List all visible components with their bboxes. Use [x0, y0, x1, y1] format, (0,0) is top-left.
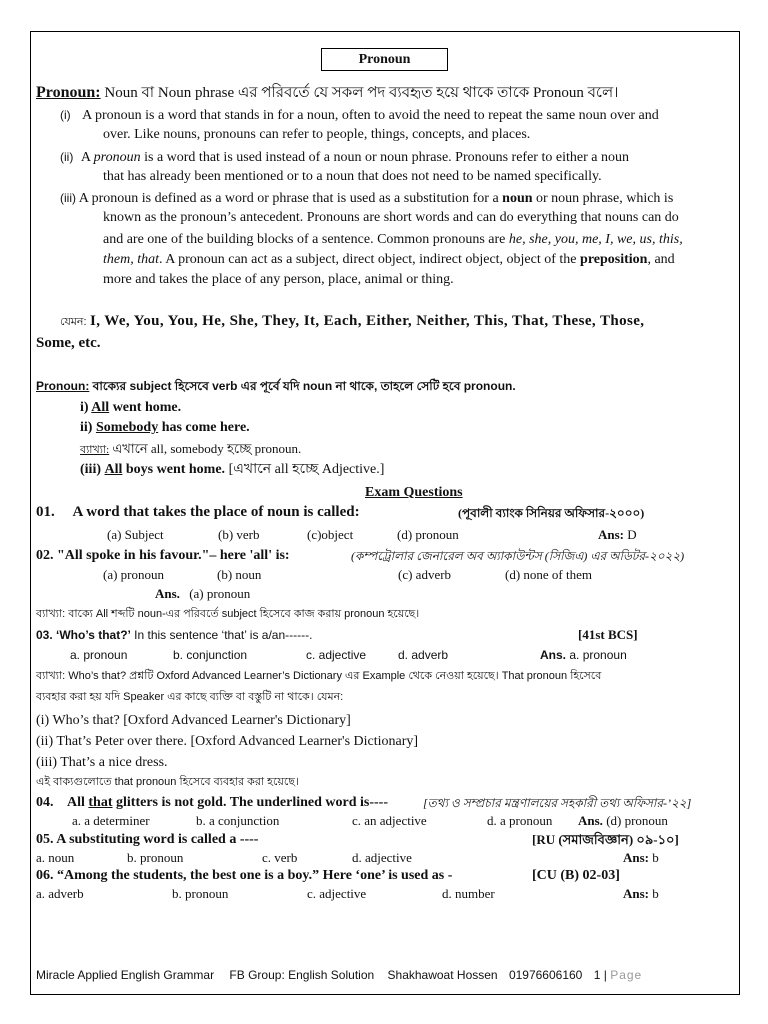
- footer-fb-group: FB Group: English Solution: [229, 968, 375, 982]
- q2-option-b: (b) noun: [217, 567, 262, 582]
- page-footer: [36, 968, 642, 982]
- q5-option-b: b. pronoun: [127, 850, 184, 865]
- rule-text: বাক্যের subject হিসেবে verb এর পূর্বে যদি noun না থাকে, তাহলে সেটি হবে pronoun.: [92, 379, 516, 393]
- q4-source: [তথ্য ও সম্প্রচার মন্ত্রণালয়ের সহকারী তথ্য অফিসার-’২২]: [423, 796, 692, 810]
- q1-option-b: (b) verb: [218, 527, 260, 542]
- page-title: Pronoun: [321, 48, 448, 71]
- footer-author: Shakhawoat Hossen: [387, 968, 498, 982]
- q5-source: [RU (সমাজবিজ্ঞান) ০৯-১০]: [532, 832, 679, 847]
- q6-answer: Ans: b: [623, 886, 659, 901]
- q3-example-3: (iii) That’s a nice dress.: [36, 755, 168, 770]
- q6-option-a: a. adverb: [36, 886, 84, 901]
- q1-source: (পূবালী ব্যাংক সিনিয়র অফিসার-২০০০): [458, 506, 645, 520]
- q4-option-a: a. a determiner: [72, 813, 150, 828]
- para-3-line-2: known as the pronoun’s antecedent. Pronouns are short words and can do everything that nouns can do: [103, 210, 679, 225]
- q2-source: (কম্পট্রোলার জেনারেল অব অ্যাকাউন্টস (সিজিএ) এর অডিটর-২০২২): [351, 549, 685, 563]
- q1-text: 01. A word that takes the place of noun is called:: [36, 504, 360, 520]
- footer-page-number: 1: [593, 968, 601, 982]
- para-3-line-4: them, that. A pronoun can act as a subject, direct object, indirect object, object of the preposition, and: [103, 252, 675, 267]
- q5-option-d: d. adjective: [352, 850, 412, 865]
- q4-option-c: c. an adjective: [352, 813, 427, 828]
- q3-option-c: c. adjective: [306, 648, 367, 662]
- q1-option-d: (d) pronoun: [397, 527, 459, 542]
- q6-source: [CU (B) 02-03]: [532, 868, 620, 883]
- q2-explanation: ব্যাখ্যা: বাক্যে All শব্দটি noun-এর পরিবর্তে subject হিসেবে কাজ করায় pronoun হয়েছে।: [36, 608, 420, 620]
- para-3-line-3: and are one of the building blocks of a sentence. Common pronouns are he, she, you, me, I, we, us, this,: [103, 232, 683, 247]
- definition-text: Noun বা Noun phrase এর পরিবর্তে যে সকল পদ ব্যবহৃত হয়ে থাকে তাকে Pronoun বলে।: [104, 85, 619, 101]
- q4-text: 04. All that glitters is not gold. The underlined word is----: [36, 795, 388, 810]
- q6-text: 06. “Among the students, the best one is a boy.” Here ‘one’ is used as -: [36, 868, 453, 883]
- q2-answer: Ans. (a) pronoun: [155, 586, 251, 601]
- q3-option-d: d. adverb: [398, 648, 449, 662]
- rule-explanation: ব্যাখ্যা: এখানে all, somebody হচ্ছে pronoun.: [80, 441, 302, 456]
- q5-option-a: a. noun: [36, 850, 75, 865]
- q3-example-2: (ii) That’s Peter over there. [Oxford Advanced Learner's Dictionary]: [36, 734, 419, 749]
- q2-option-c: (c) adverb: [398, 567, 452, 582]
- q6-option-c: c. adjective: [307, 886, 367, 901]
- para-1-line-2: over. Like nouns, pronouns can refer to people, things, concepts, and places.: [103, 127, 531, 142]
- para-2-line-1: (ii) A pronoun is a word that is used instead of a noun or noun phrase. Pronouns refer to either a noun: [60, 150, 629, 165]
- q5-text: 05. A substituting word is called a ----: [36, 832, 259, 847]
- footer-book-title: Miracle Applied English Grammar: [36, 968, 215, 982]
- q6-option-d: d. number: [442, 886, 495, 901]
- q3-answer: Ans. a. pronoun: [540, 648, 627, 662]
- footer-separator: |: [603, 968, 607, 982]
- q1-answer: Ans: D: [598, 527, 637, 542]
- q4-option-b: b. a conjunction: [196, 813, 280, 828]
- footer-page-word: Page: [610, 968, 643, 982]
- q2-option-a: (a) pronoun: [103, 567, 165, 582]
- q1-option-c: (c)object: [307, 527, 354, 542]
- q5-answer: Ans: b: [623, 850, 659, 865]
- rule-label: Pronoun:: [36, 379, 90, 393]
- q6-option-b: b. pronoun: [172, 886, 229, 901]
- q3-option-b: b. conjunction: [173, 648, 248, 662]
- rule-line: [36, 377, 516, 396]
- q2-text: 02. "All spoke in his favour."– here 'all' is:: [36, 548, 290, 563]
- q3-explanation-3: এই বাক্যগুলোতে that pronoun হিসেবে ব্যবহার করা হয়েছে।: [36, 776, 299, 788]
- q3-option-a: a. pronoun: [70, 648, 128, 662]
- rule-example-2: ii) Somebody has come here.: [80, 420, 250, 435]
- examples-line-1: যেমন: I, We, You, You, He, She, They, It, Each, Either, Neither, This, That, These, Those,: [60, 313, 645, 329]
- definition-label: Pronoun:: [36, 84, 101, 101]
- para-3-line-1: (iii) A pronoun is defined as a word or phrase that is used as a substitution for a noun or noun phrase, which is: [60, 191, 674, 206]
- rule-example-3: (iii) All boys went home. [এখানে all হচ্ছে Adjective.]: [80, 462, 385, 477]
- q1-option-a: (a) Subject: [107, 527, 164, 542]
- q3-source: [41st BCS]: [578, 627, 638, 642]
- q2-option-d: (d) none of them: [505, 567, 593, 582]
- para-2-line-2: that has already been mentioned or to a noun that does not need to be named specifically.: [103, 169, 602, 184]
- para-1-line-1: (i) A pronoun is a word that stands in for a noun, often to avoid the need to repeat the same noun over and: [60, 108, 659, 123]
- footer-phone: 01976606160: [508, 968, 583, 982]
- q4-option-d: d. a pronoun: [487, 813, 553, 828]
- definition-line: [36, 83, 618, 103]
- q3-text: 03. ‘Who’s that?’ In this sentence ‘that’ is a/an------.: [36, 628, 313, 642]
- para-3-line-5: more and takes the place of any person, place, animal or thing.: [103, 272, 454, 287]
- examples-line-2: Some, etc.: [36, 335, 101, 351]
- q3-explanation-1: ব্যাখ্যা: Who’s that? প্রশ্নটি Oxford Advanced Learner’s Dictionary এর Example থেকে নেওয়া হয়েছে। That pronoun হিসেবে: [36, 670, 602, 682]
- rule-example-1: i) All went home.: [80, 400, 182, 415]
- q4-answer: Ans. (d) pronoun: [578, 813, 668, 828]
- q3-explanation-2: ব্যবহার করা হয় যদি Speaker এর কাছে ব্যক্তি বা বস্তুটি না থাকে। যেমন:: [36, 691, 344, 703]
- q3-example-1: (i) Who’s that? [Oxford Advanced Learner's Dictionary]: [36, 713, 351, 728]
- exam-questions-heading: Exam Questions: [365, 485, 463, 500]
- q5-option-c: c. verb: [262, 850, 298, 865]
- examples-label: যেমন:: [60, 316, 87, 328]
